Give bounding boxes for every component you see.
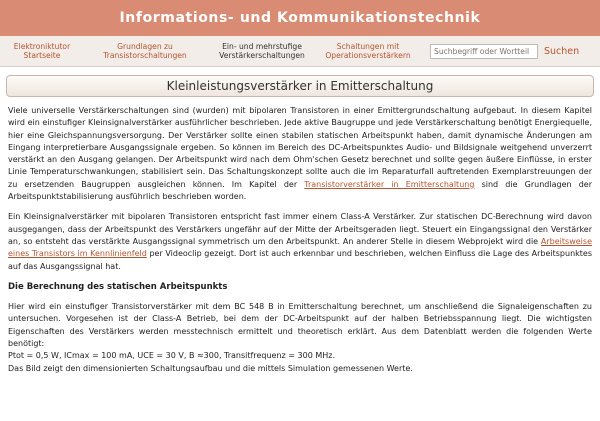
- search-input[interactable]: [430, 44, 538, 59]
- nav-item-label: Verstärkerschaltungen: [219, 51, 305, 60]
- link-transistorverstaerker[interactable]: Transistorverstärker in Emitterschaltung: [304, 179, 475, 189]
- datasheet-values: Ptot = 0,5 W, ICmax = 100 mA, UCE = 30 V, B ≈300, Transitfrequenz = 300 MHz.: [8, 351, 335, 361]
- text: sind die Grundlagen der Arbeitspunktstabilisierung ausführlich beschrieben worden.: [8, 179, 593, 202]
- main-navigation: [0, 36, 600, 67]
- text: Viele universelle Verstärkerschaltungen sind (wurden) mit bipolaren Transistoren in einer Emittergrundschaltung aufgebaut. In diesem Kapitel wird ein einstufiger Kleinsignalverstärker ausführlicher beschrieben. Jede aktive Baugruppe und jede Verstärkerschaltung benötigt Energiequelle, hier eine Gleichspannungsversorgung. Der Verstärker sollte einen stabilen statischen Arbeitspunkt haben, damit dynamische Änderungen am Eingang interpretierbare Ausgangssignale ergeben. So können im Bereich des DC-Arbeitspunktes Audio- und Bildsignale weitgehend unverzerrt verstärkt an den Ausgang gelangen. Der Arbeitspunkt wird nach dem Ohm'schen Gesetz berechnet und sollte gegen äußere Einflüsse, in erster Linie Temperaturschwankungen, stabilisiert sein. Das Schaltungskonzept sollte auch die im Reparaturfall auftretenden Exemplarstreuungen der zu ersetzenden Baugruppen ausgleichen können. Im Kapitel der: [8, 106, 592, 189]
- site-banner: [0, 0, 600, 36]
- nav-item-transistorschaltungen[interactable]: [80, 42, 210, 60]
- link-kennlinienfeld[interactable]: Arbeitsweise eines Transistors im Kennlinienfeld: [8, 236, 592, 259]
- nav-item-startseite[interactable]: [4, 42, 80, 60]
- nav-item-label: Transistorschaltungen: [103, 51, 187, 60]
- nav-item-label: Elektroniktutor: [13, 42, 71, 51]
- text: Das Bild zeigt den dimensionierten Schaltungsaufbau und die mittels Simulation gemessenen Werte.: [8, 363, 413, 373]
- section-heading: Die Berechnung des statischen Arbeitspunkts: [8, 281, 228, 292]
- nav-item-label: Ein- und mehrstufige: [222, 42, 302, 51]
- paragraph-class-a: [8, 211, 592, 272]
- text: Hier wird ein einstufiger Transistorverstärker mit dem BC 548 B in Emitterschaltung berechnet, um anschließend die Signaleigenschaften zu untersuchen. Vorgesehen ist der Class-A Betrieb, bei dem der DC-Arbeitspunkt auf der halben Betriebsspannung liegt. Die wichtigsten Eigenschaften des Verstärkers werden messtechnisch ermittelt und theoretisch erklärt. Aus dem Datenblatt werden die folgenden Werte benötigt:: [8, 302, 592, 349]
- paragraph-intro: [8, 105, 592, 203]
- nav-item-label: Operationsverstärkern: [325, 51, 411, 60]
- nav-item-label: Startseite: [23, 51, 61, 60]
- article-content: [0, 97, 600, 375]
- text: Ein Kleinsignalverstärker mit bipolaren Transistoren entspricht fast immer einem Class-A Verstärker. Zur statischen DC-Berechnung wird davon ausgegangen, dass der Arbeitspunkt des Verstärkers ungefähr auf der Mitte der Arbeitsgeraden liegt. Steuert ein Eingangssignal den Verstärker an, so entsteht das verstärkte Ausgangssignal symmetrisch um den Arbeitspunkt. An anderer Stelle in diesem Webprojekt wird die: [8, 212, 592, 246]
- nav-item-label: Schaltungen mit: [336, 42, 400, 51]
- site-title: Informations- und Kommunikationstechnik: [119, 10, 481, 26]
- nav-item-label: Grundlagen zu: [117, 42, 173, 51]
- search-button[interactable]: Suchen: [544, 45, 580, 57]
- nav-item-operationsverstaerker[interactable]: [314, 42, 422, 60]
- paragraph-calculation: [8, 301, 592, 375]
- page-title: Kleinleistungsverstärker in Emitterschaltung: [6, 75, 594, 97]
- text: per Videoclip gezeigt. Dort ist auch erkennbar und beschrieben, welchen Einfluss die Lage des Arbeitspunktes auf das Ausgangssignal hat.: [8, 249, 592, 271]
- heading-container: [6, 75, 594, 97]
- nav-item-verstaerkerschaltungen[interactable]: [210, 42, 314, 60]
